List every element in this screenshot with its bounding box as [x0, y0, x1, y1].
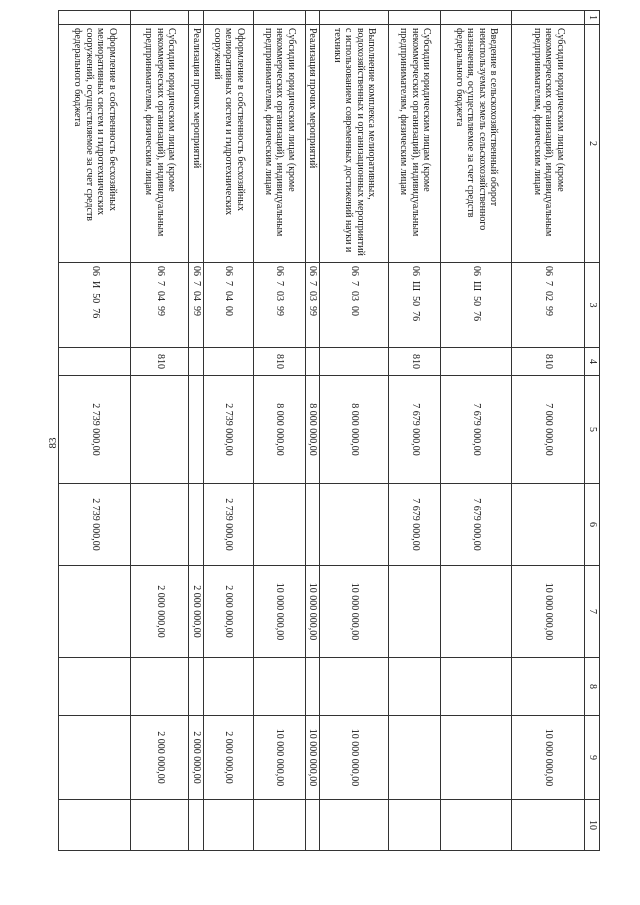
header-col-3: 3	[585, 263, 600, 348]
cell-amount-8	[204, 658, 254, 716]
cell-amount-5: 8 000 000,00	[306, 376, 321, 484]
table-row	[320, 11, 389, 851]
cell-amount-10	[59, 800, 131, 851]
cell-description: Субсидии юридическим лицам (кроме некоммерческих организаций), индивидуальным предпринимателям, физическим лицам	[254, 25, 306, 263]
cell-amount-9: 2 000 000,00	[189, 716, 204, 800]
cell-type: 810	[389, 348, 441, 376]
cell-amount-10	[320, 800, 389, 851]
cell-amount-8	[389, 658, 441, 716]
cell-amount-5	[189, 376, 204, 484]
cell-amount-7: 10 000 000,00	[320, 566, 389, 658]
cell-amount-5: 7 000 000,00	[512, 376, 585, 484]
cell-type	[306, 348, 321, 376]
cell-type	[320, 348, 389, 376]
cell-col1	[254, 11, 306, 25]
cell-code: 06 Ш 50 76	[441, 263, 512, 348]
budget-table	[59, 10, 601, 851]
cell-col1	[389, 11, 441, 25]
cell-amount-7	[389, 566, 441, 658]
cell-col1	[131, 11, 189, 25]
cell-amount-9: 10 000 000,00	[306, 716, 321, 800]
cell-col1	[189, 11, 204, 25]
cell-amount-6	[254, 484, 306, 566]
cell-amount-5: 7 679 000,00	[389, 376, 441, 484]
cell-amount-6: 7 679 000,00	[389, 484, 441, 566]
header-col-9: 9	[585, 716, 600, 800]
cell-description: Введение в сельскохозяйственный оборот неиспользуемых земель сельскохозяйственного назначения, осуществляемое за счет средств федерального бюджета	[441, 25, 512, 263]
cell-col1	[512, 11, 585, 25]
cell-amount-8	[59, 658, 131, 716]
cell-amount-10	[441, 800, 512, 851]
cell-col1	[59, 11, 131, 25]
cell-amount-9: 2 000 000,00	[204, 716, 254, 800]
cell-amount-10	[306, 800, 321, 851]
cell-amount-6	[320, 484, 389, 566]
cell-amount-10	[254, 800, 306, 851]
cell-description: Субсидии юридическим лицам (кроме некоммерческих организаций), индивидуальным предпринимателям, физическим лицам	[389, 25, 441, 263]
cell-amount-9	[441, 716, 512, 800]
cell-code: 06 7 03 99	[254, 263, 306, 348]
cell-amount-8	[306, 658, 321, 716]
cell-amount-8	[441, 658, 512, 716]
table-row	[131, 11, 189, 851]
cell-amount-6: 7 679 000,00	[441, 484, 512, 566]
cell-col1	[306, 11, 321, 25]
cell-code: 06 7 03 99	[306, 263, 321, 348]
cell-amount-9: 10 000 000,00	[512, 716, 585, 800]
cell-amount-5	[131, 376, 189, 484]
cell-type	[204, 348, 254, 376]
cell-amount-8	[131, 658, 189, 716]
cell-amount-5: 8 000 000,00	[254, 376, 306, 484]
cell-amount-9: 10 000 000,00	[320, 716, 389, 800]
cell-description: Субсидии юридическим лицам (кроме некоммерческих организаций), индивидуальным предпринимателям, физическим лицам	[131, 25, 189, 263]
cell-col1	[441, 11, 512, 25]
cell-description: Оформление в собственность бесхозяйных мелиоративных систем и гидротехнических сооружений	[204, 25, 254, 263]
table-row	[254, 11, 306, 851]
cell-amount-8	[512, 658, 585, 716]
cell-type: 810	[254, 348, 306, 376]
cell-code: 06 Ш 50 76	[389, 263, 441, 348]
cell-amount-10	[189, 800, 204, 851]
cell-code: 06 7 03 00	[320, 263, 389, 348]
cell-description: Оформление в собственность бесхозяйных мелиоративных систем и гидротехнических сооружений, осуществляемое за счет средств федерального бюджета	[59, 25, 131, 263]
cell-type	[189, 348, 204, 376]
rotated-page	[26, 10, 600, 850]
cell-amount-8	[320, 658, 389, 716]
cell-code: 06 И 50 76	[59, 263, 131, 348]
header-col-7: 7	[585, 566, 600, 658]
table-row	[512, 11, 585, 851]
cell-code: 06 7 04 99	[131, 263, 189, 348]
table-row	[204, 11, 254, 851]
cell-description: Субсидии юридическим лицам (кроме некоммерческих организаций), индивидуальным предпринимателям, физическим лицам	[512, 25, 585, 263]
cell-amount-7: 2 000 000,00	[131, 566, 189, 658]
cell-code: 06 7 02 99	[512, 263, 585, 348]
header-col-5: 5	[585, 376, 600, 484]
header-col-4: 4	[585, 348, 600, 376]
cell-code: 06 7 04 00	[204, 263, 254, 348]
cell-amount-6: 2 739 000,00	[204, 484, 254, 566]
header-row	[585, 11, 600, 851]
cell-amount-10	[204, 800, 254, 851]
cell-description: Реализация прочих мероприятий	[306, 25, 321, 263]
table-row	[189, 11, 204, 851]
cell-amount-9: 10 000 000,00	[254, 716, 306, 800]
cell-description: Реализация прочих мероприятий	[189, 25, 204, 263]
cell-amount-6: 2 739 000,00	[59, 484, 131, 566]
cell-amount-6	[131, 484, 189, 566]
cell-amount-7: 2 000 000,00	[189, 566, 204, 658]
table-row	[59, 11, 131, 851]
cell-amount-5: 8 000 000,00	[320, 376, 389, 484]
cell-amount-9	[389, 716, 441, 800]
cell-amount-8	[254, 658, 306, 716]
cell-amount-6	[306, 484, 321, 566]
header-col-10: 10	[585, 800, 600, 851]
cell-type: 810	[512, 348, 585, 376]
cell-amount-9: 2 000 000,00	[131, 716, 189, 800]
table-row	[441, 11, 512, 851]
cell-amount-6	[189, 484, 204, 566]
cell-amount-10	[131, 800, 189, 851]
cell-amount-10	[389, 800, 441, 851]
cell-description: Выполнение комплекса мелиоративных, водохозяйственных и организационных мероприятий с использованием современных достижений науки и техники	[320, 25, 389, 263]
table-row	[306, 11, 321, 851]
cell-amount-10	[512, 800, 585, 851]
cell-amount-7: 10 000 000,00	[512, 566, 585, 658]
cell-amount-7: 10 000 000,00	[306, 566, 321, 658]
header-col-1: 1	[585, 11, 600, 25]
cell-amount-8	[189, 658, 204, 716]
table-row	[389, 11, 441, 851]
cell-type	[441, 348, 512, 376]
header-col-2: 2	[585, 25, 600, 263]
cell-type: 810	[131, 348, 189, 376]
header-col-6: 6	[585, 484, 600, 566]
cell-amount-5: 2 739 000,00	[59, 376, 131, 484]
cell-amount-6	[512, 484, 585, 566]
header-col-8: 8	[585, 658, 600, 716]
cell-code: 06 7 04 99	[189, 263, 204, 348]
cell-amount-5: 7 679 000,00	[441, 376, 512, 484]
cell-amount-5: 2 739 000,00	[204, 376, 254, 484]
cell-type	[59, 348, 131, 376]
cell-amount-9	[59, 716, 131, 800]
page-number: 83	[47, 437, 59, 449]
cell-amount-7: 10 000 000,00	[254, 566, 306, 658]
cell-amount-7	[441, 566, 512, 658]
cell-col1	[320, 11, 389, 25]
cell-amount-7	[59, 566, 131, 658]
cell-col1	[204, 11, 254, 25]
cell-amount-7: 2 000 000,00	[204, 566, 254, 658]
